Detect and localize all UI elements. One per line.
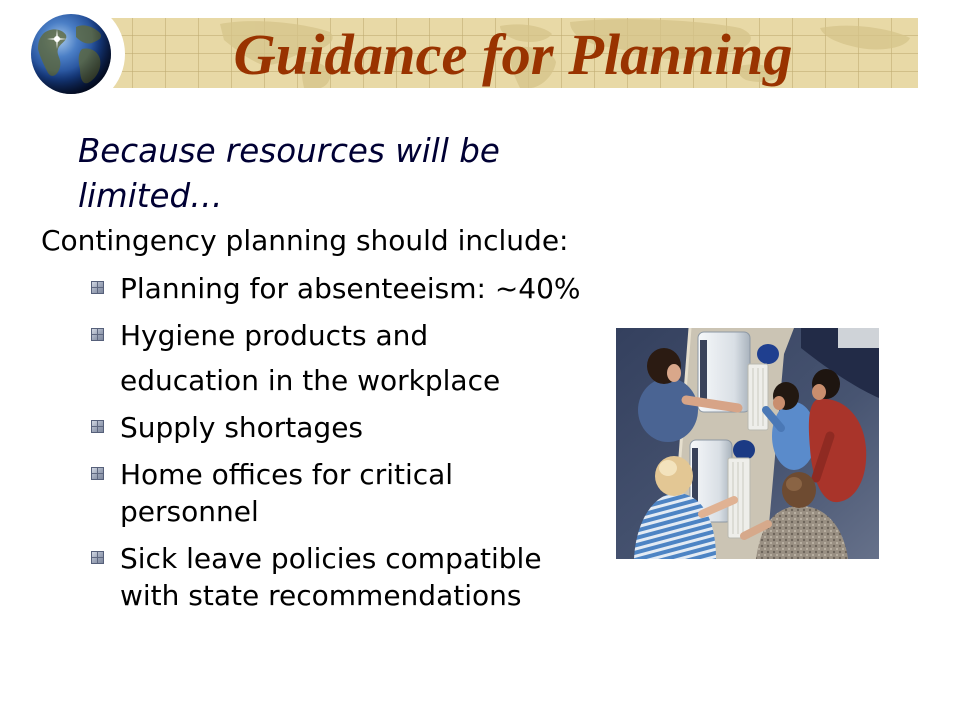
bullet-text: Home offices for critical	[120, 458, 454, 491]
bullet-item	[88, 456, 608, 530]
bullet-text-continued: education in the workplace	[120, 364, 501, 397]
lead-text: Contingency planning should include:	[41, 224, 569, 257]
slide-title: Guidance for Planning	[233, 22, 793, 87]
bullet-item	[88, 540, 608, 614]
bullet-item	[88, 270, 608, 307]
square-bullet-icon	[91, 281, 104, 294]
bullet-item	[88, 317, 608, 399]
bullet-text: Hygiene products and	[120, 319, 429, 352]
bullet-item	[88, 409, 608, 446]
globe-icon	[30, 13, 112, 95]
photo-keyboard	[748, 364, 768, 430]
square-bullet-icon	[91, 420, 104, 433]
bullet-list	[88, 270, 608, 624]
office-workers-photo	[616, 328, 879, 559]
subtitle: Because resources will be limited…	[78, 132, 500, 215]
square-bullet-icon	[91, 328, 104, 341]
bullet-text: Planning for absenteeism: ~40%	[120, 272, 581, 305]
bullet-text: Sick leave policies compatible	[120, 542, 542, 575]
square-bullet-icon	[91, 467, 104, 480]
bullet-text: Supply shortages	[120, 411, 364, 444]
photo-back-desk	[838, 328, 879, 348]
bullet-text-continued: personnel	[120, 495, 259, 528]
bullet-text-continued: with state recommendations	[120, 579, 522, 612]
square-bullet-icon	[91, 551, 104, 564]
